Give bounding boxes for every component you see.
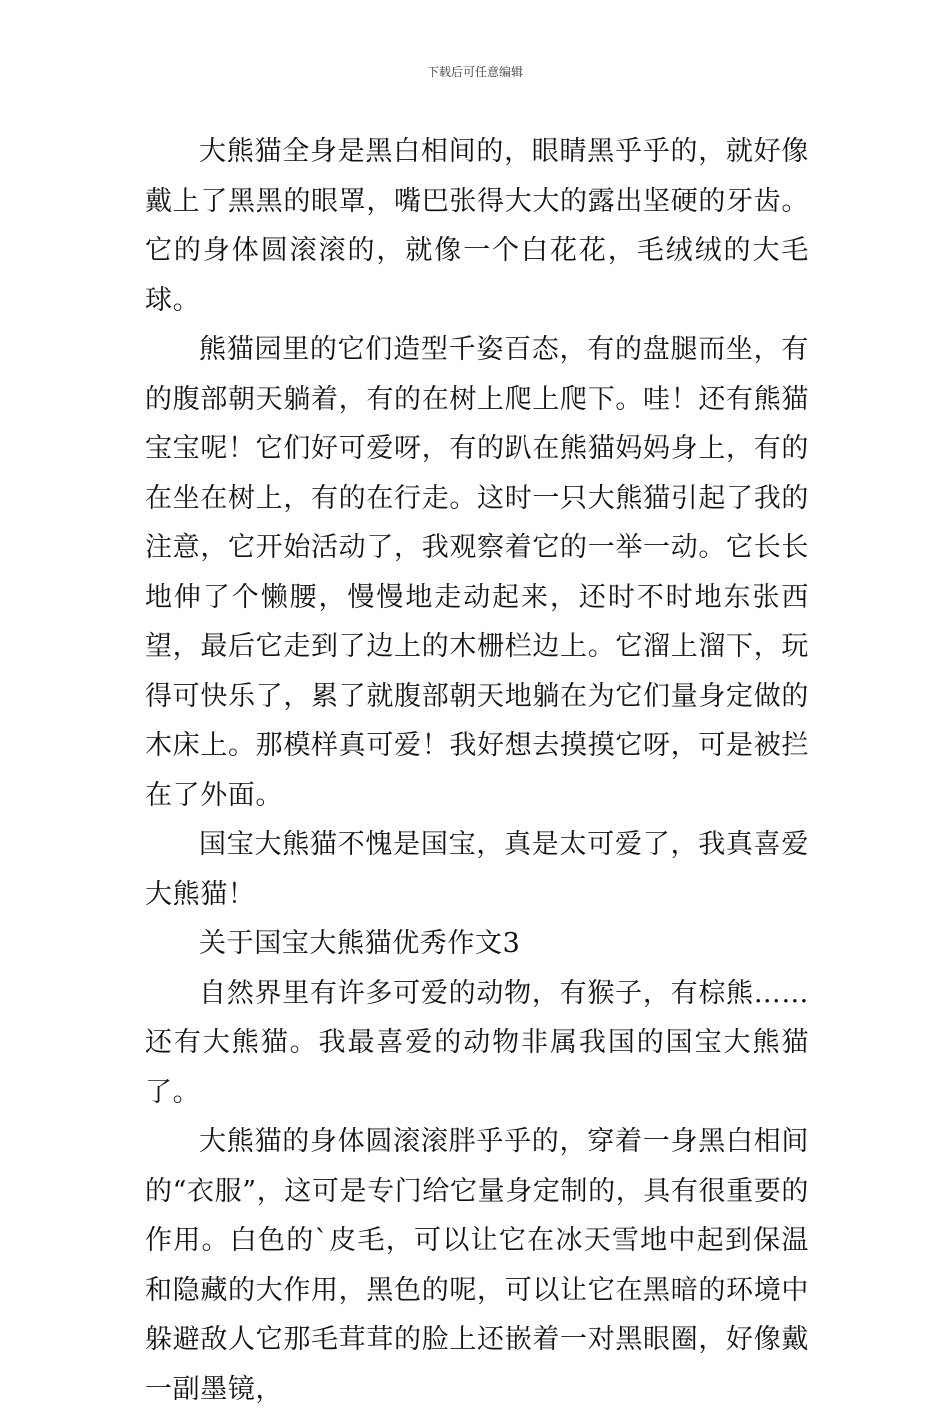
paragraph-4: 自然界里有许多可爱的动物，有猴子，有棕熊……还有大熊猫。我最喜爱的动物非属我国的国宝大熊猫了。 xyxy=(145,977,809,1108)
paragraph-2: 熊猫园里的它们造型千姿百态，有的盘腿而坐，有的腹部朝天躺着，有的在树上爬上爬下。哇！还有熊猫宝宝呢！它们好可爱呀，有的趴在熊猫妈妈身上，有的在坐在树上，有的在行走。这时一只大熊猫引起了我的注意，它开始活动了，我观察着它的一举一动。它长长地伸了个懒腰，慢慢地走动起来，还时不时地东张西望，最后它走到了边上的木栅栏边上。它溜上溜下，玩得可快乐了，累了就腹部朝天地躺在为它们量身定做的木床上。那模样真可爱！我好想去摸摸它呀，可是被拦在了外面。 xyxy=(145,334,809,811)
paragraph-5: 大熊猫的身体圆滚滚胖乎乎的，穿着一身黑白相间的“衣服”，这可是专门给它量身定制的，具有很重要的作用。白色的`皮毛，可以让它在冰天雪地中起到保温和隐藏的大作用，黑色的呢，可以让它在黑暗的环境中躲避敌人它那毛茸茸的脸上还嵌着一对黑眼圈，好像戴一副墨镜， xyxy=(145,1126,809,1405)
document-body xyxy=(145,127,809,1414)
section-heading: 关于国宝大熊猫优秀作文3 xyxy=(199,928,521,959)
page-header: 下载后可任意编辑 xyxy=(426,65,523,79)
paragraph-1: 大熊猫全身是黑白相间的，眼睛黑乎乎的，就好像戴上了黑黑的眼罩，嘴巴张得大大的露出坚硬的牙齿。它的身体圆滚滚的，就像一个白花花，毛绒绒的大毛球。 xyxy=(145,136,809,316)
paragraph-3: 国宝大熊猫不愧是国宝，真是太可爱了，我真喜爱大熊猫！ xyxy=(145,829,809,910)
